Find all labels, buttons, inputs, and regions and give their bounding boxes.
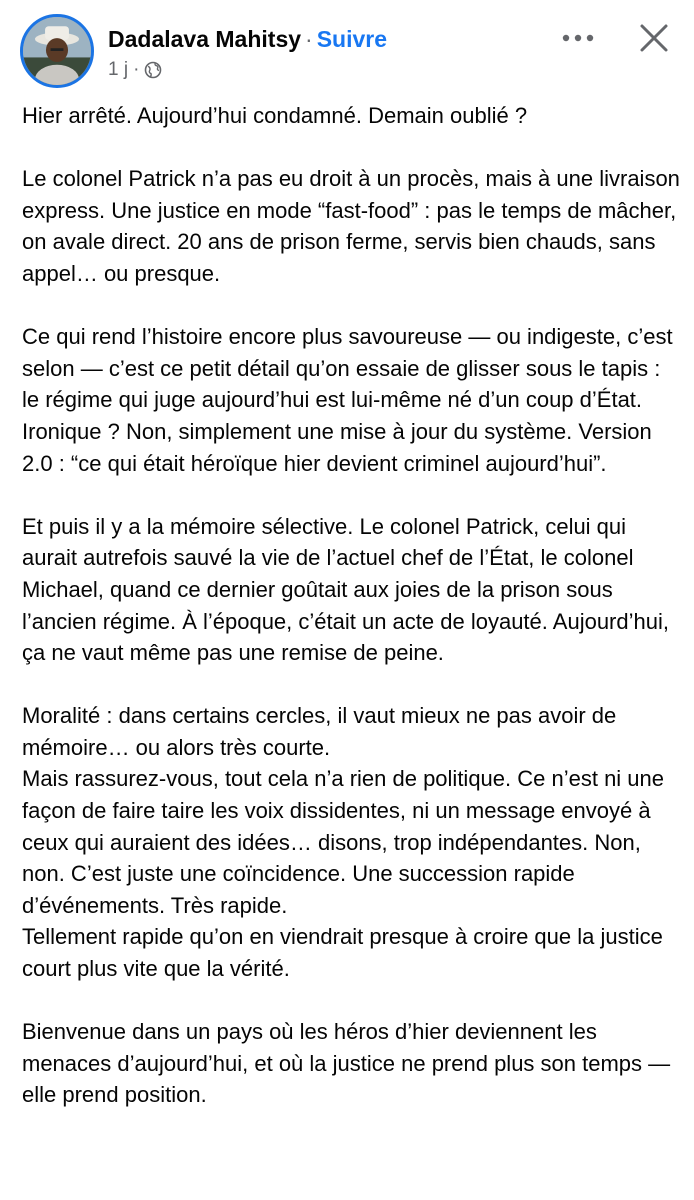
post-paragraph: Ce qui rend l’histoire encore plus savoureuse — ou indigeste, c’est selon — c’est ce petit détail qu’on essaie de glisser sous le tapis : le régime qui juge aujourd’hui est lui-même né d’un coup d’État. Ironique ? Non, simplement une mise à jour du système. Version 2.0 : “ce qui était héroïque hier devient criminel aujourd’hui”. [22, 324, 673, 476]
more-dots-icon [556, 20, 600, 56]
post-header [0, 0, 694, 90]
post-meta [108, 58, 162, 82]
follow-button[interactable]: Suivre [316, 26, 388, 52]
avatar[interactable] [20, 14, 94, 88]
close-button[interactable] [632, 16, 676, 60]
post-paragraph: Bienvenue dans un pays où les héros d’hier deviennent les menaces d’aujourd’hui, et où la justice ne prend plus son temps — elle prend position. [22, 1019, 671, 1108]
globe-icon[interactable] [144, 61, 162, 79]
post-paragraph: Hier arrêté. Aujourd’hui condamné. Demain oublié ? [22, 103, 528, 128]
avatar-photo [23, 17, 91, 85]
post-paragraph: Le colonel Patrick n’a pas eu droit à un procès, mais à une livraison express. Une justice en mode “fast-food” : pas le temps de mâcher, on avale direct. 20 ans de prison ferme, servis bien chauds, sans appel… ou presque. [22, 166, 680, 286]
post-paragraph: Moralité : dans certains cercles, il vaut mieux ne pas avoir de mémoire… ou alors très courte. Mais rassurez-vous, tout cela n’a rien de politique. Ce n’est ni une façon de faire taire les voix dissidentes, ni un message envoyé à ceux qui auraient des idées… disons, trop indépendantes. Non, non. C’est juste une coïncidence. Une succession rapide d’événements. Très rapide. Tellement rapide qu’on en viendrait presque à croire que la justice court plus vite que la vérité. [22, 703, 665, 982]
post-paragraph: Et puis il y a la mémoire sélective. Le colonel Patrick, celui qui aurait autrefois sauvé la vie de l’actuel chef de l’État, le colonel Michael, quand ce dernier goûtait aux joies de la prison sous l’ancien régime. À l’époque, c’était un acte de loyauté. Aujourd’hui, ça ne vaut même pas une remise de peine. [22, 513, 669, 666]
post-text [22, 100, 682, 1111]
author-line [108, 24, 387, 54]
more-options-button[interactable] [556, 20, 600, 56]
author-separator: · [305, 26, 313, 52]
post-time[interactable]: 1 j [108, 59, 129, 80]
author-name[interactable]: Dadalava Mahitsy [108, 26, 302, 52]
meta-separator: · [133, 59, 140, 80]
close-icon [632, 16, 676, 60]
